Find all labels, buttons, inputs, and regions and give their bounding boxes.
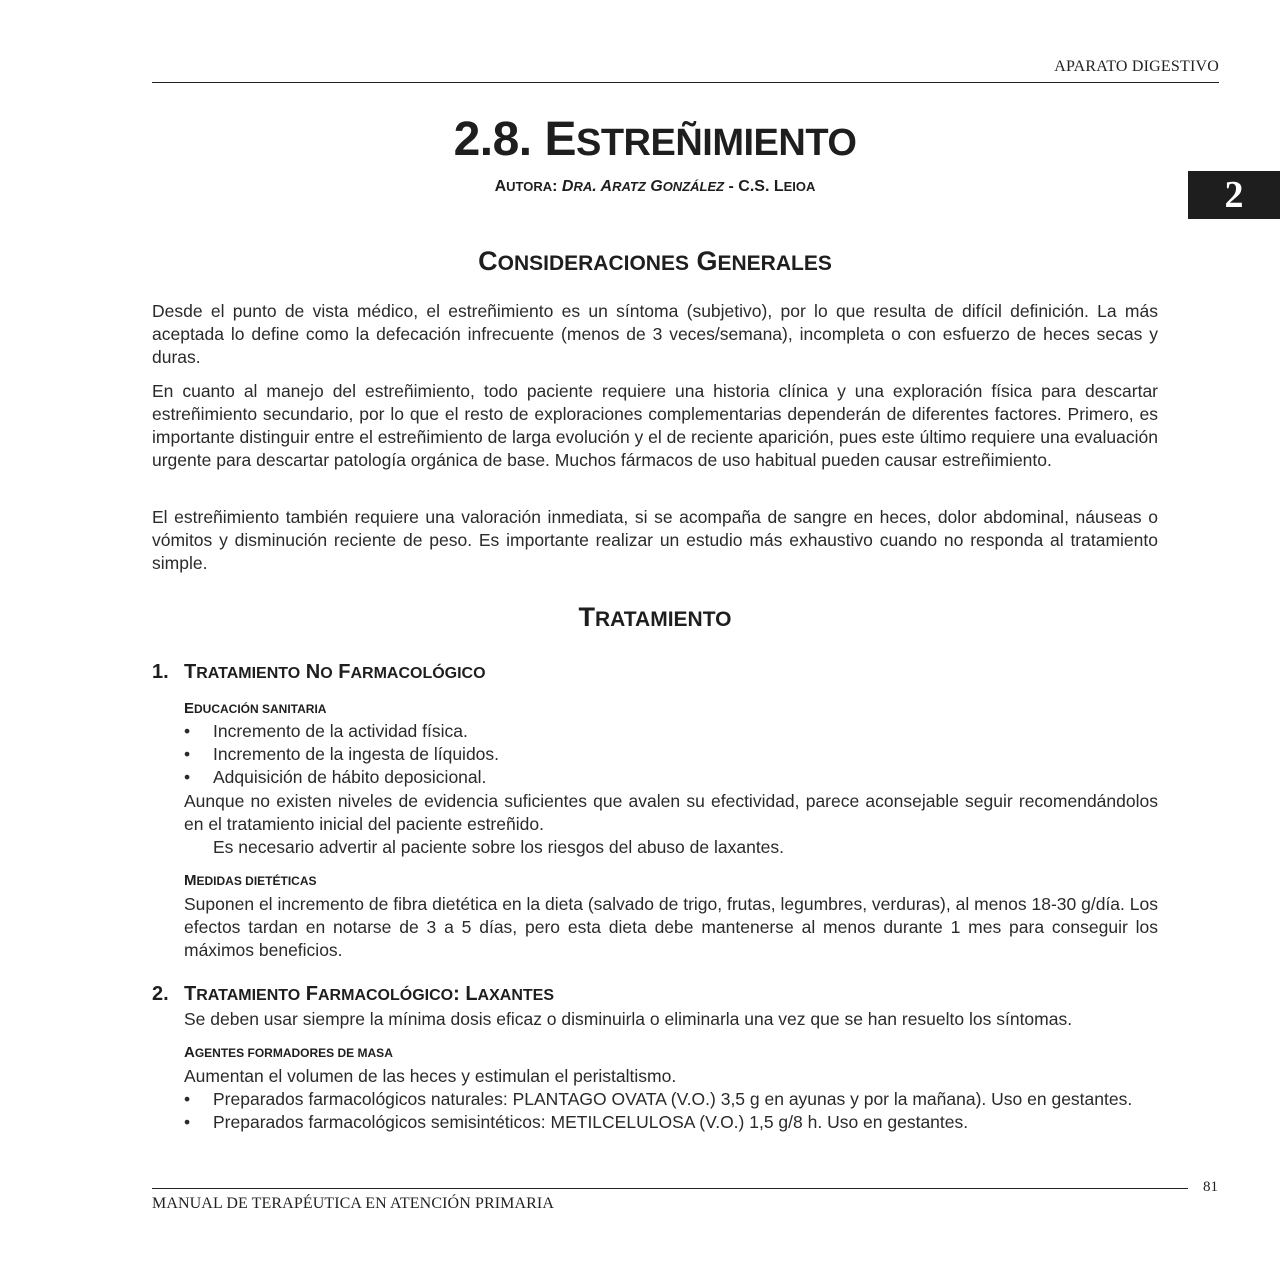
list-item bbox=[184, 743, 1158, 766]
list-item bbox=[184, 1088, 1158, 1111]
item1-h3: N bbox=[300, 661, 321, 683]
paragraph-1: Desde el punto de vista médico, el estreñimiento es un síntoma (subjetivo), por lo que resulta de difícil definición. La más aceptada lo define como la defecación infrecuente (menos de 3 veces/semana), incompleta o con esfuerzo de heces secas y duras. bbox=[152, 301, 1158, 367]
author-name-4: RATZ bbox=[612, 179, 646, 194]
section-heading-tratamiento bbox=[152, 602, 1158, 633]
section2-h2: RATAMIENTO bbox=[595, 608, 732, 631]
section1-h3: G bbox=[688, 246, 718, 276]
subheading-agentes-formadores bbox=[184, 1044, 393, 1061]
bullet-icon: • bbox=[184, 721, 191, 741]
author-label-b: UTORA bbox=[506, 179, 553, 194]
sub1-h2: DUCACIÓN SANITARIA bbox=[194, 702, 327, 716]
manual-title: MANUAL DE TERAPÉUTICA EN ATENCIÓN PRIMARIA bbox=[152, 1195, 554, 1212]
section1-h1: C bbox=[478, 246, 498, 276]
item2-number: 2. bbox=[152, 983, 169, 1005]
laxantes-intro: Se deben usar siempre la mínima dosis eficaz o disminuirla o eliminarla una vez que se han resuelto los síntomas. bbox=[184, 1009, 1073, 1029]
author-name-2: RA bbox=[573, 179, 593, 194]
section1-h2: ONSIDERACIONES bbox=[497, 252, 689, 275]
sub3-h2: GENTES FORMADORES DE MASA bbox=[194, 1046, 393, 1060]
item2-h4: ARMACOLÓGICO bbox=[318, 987, 454, 1004]
header-rule bbox=[152, 82, 1219, 83]
author-name-1: D bbox=[561, 178, 574, 195]
item2-h3: F bbox=[300, 983, 318, 1005]
paragraph-3: El estreñimiento también requiere una valoración inmediata, si se acompaña de sangre en heces, dolor abdominal, náuseas o vómitos y disminución reciente de peso. Es importante realizar un estudio más exhaustivo cuando no responda al tratamiento simple. bbox=[152, 507, 1158, 573]
author-line bbox=[152, 178, 1158, 196]
author-name-6: ONZÁLEZ bbox=[662, 179, 725, 194]
item1-h1: T bbox=[184, 661, 197, 683]
item2-h1: T bbox=[184, 983, 197, 1005]
title-rest: STREÑIMIENTO bbox=[575, 122, 857, 164]
chapter-tab: 2 bbox=[1188, 171, 1280, 219]
heading-no-farmacologico bbox=[152, 661, 486, 684]
agentes-bullet-list bbox=[184, 1088, 1158, 1134]
section1-h4: ENERALES bbox=[717, 252, 832, 275]
diet-paragraph: Suponen el incremento de fibra dietética en la dieta (salvado de trigo, frutas, legumbres, verduras), al menos 18-30 g/día. Los efectos tardan en notarse de 3 a 5 días, pero esta dieta debe mantenerse al menos durante 1 mes para conseguir los máximos beneficios. bbox=[184, 894, 1158, 960]
list-item bbox=[184, 720, 1158, 743]
bullet-icon: • bbox=[184, 1089, 191, 1109]
author-name-5: G bbox=[645, 178, 663, 195]
section2-h1: T bbox=[578, 602, 595, 632]
item1-h5: F bbox=[332, 661, 351, 683]
item1-h4: O bbox=[320, 665, 333, 682]
list-item-text: Adquisición de hábito deposicional. bbox=[213, 767, 487, 787]
list-item bbox=[184, 1111, 1158, 1134]
paragraph-2: En cuanto al manejo del estreñimiento, todo paciente requiere una historia clínica y una exploración física para descartar estreñimiento secundario, por lo que el resto de exploraciones complementarias dependerán de diferentes factores. Primero, es importante distinguir entre el estreñimiento de larga evolución y el de reciente aparición, pues este último requiere una evaluación urgente para descartar patología orgánica de base. Muchos fármacos de uso habitual pueden causar estreñimiento. bbox=[152, 381, 1158, 470]
bullet-icon: • bbox=[184, 744, 191, 764]
page-number: 81 bbox=[1203, 1179, 1218, 1195]
heading-farmacologico bbox=[152, 983, 554, 1006]
laxative-warning: Es necesario advertir al paciente sobre los riesgos del abuso de laxantes. bbox=[213, 837, 785, 857]
sub3-h1: A bbox=[184, 1044, 195, 1061]
running-head-section: APARATO DIGESTIVO bbox=[1054, 58, 1219, 75]
education-bullet-list bbox=[184, 720, 1158, 789]
page-title bbox=[152, 112, 1158, 167]
author-name-3: . A bbox=[592, 178, 613, 195]
agentes-paragraph: Aumentan el volumen de las heces y estimulan el peristaltismo. bbox=[184, 1066, 677, 1086]
list-item-text: Incremento de la actividad física. bbox=[213, 721, 468, 741]
item1-h2: RATAMIENTO bbox=[196, 665, 301, 682]
author-center-2: EIOA bbox=[783, 179, 816, 194]
item2-h2: RATAMIENTO bbox=[196, 987, 301, 1004]
list-item-text: Preparados farmacológicos semisintéticos: METILCELULOSA (V.O.) 1,5 g/8 h. Uso en gestantes. bbox=[213, 1112, 969, 1132]
education-paragraph: Aunque no existen niveles de evidencia suficientes que avalen su efectividad, parece aconsejable seguir recomendándolos en el tratamiento inicial del paciente estreñido. bbox=[184, 791, 1158, 834]
bullet-icon: • bbox=[184, 767, 191, 787]
author-label-a: A bbox=[494, 178, 507, 195]
author-center-1: - C.S. L bbox=[724, 178, 784, 195]
author-label-c: : bbox=[552, 178, 562, 195]
title-number: 2.8. E bbox=[453, 113, 576, 166]
list-item-text: Incremento de la ingesta de líquidos. bbox=[213, 744, 500, 764]
subheading-medidas-dieteticas bbox=[184, 872, 317, 889]
item2-h5: : L bbox=[453, 983, 478, 1005]
bullet-icon: • bbox=[184, 1112, 191, 1132]
section-heading-consideraciones bbox=[152, 246, 1158, 277]
item1-h6: ARMACOLÓGICO bbox=[350, 665, 486, 682]
footer-rule bbox=[152, 1188, 1188, 1189]
sub1-h1: E bbox=[184, 700, 195, 717]
sub2-h2: EDIDAS DIETÉTICAS bbox=[196, 874, 317, 888]
item2-h6: AXANTES bbox=[477, 987, 554, 1004]
sub2-h1: M bbox=[184, 872, 197, 889]
subheading-educacion-sanitaria bbox=[184, 700, 326, 717]
list-item-text: Preparados farmacológicos naturales: PLANTAGO OVATA (V.O.) 3,5 g en ayunas y por la mañana). Uso en gestantes. bbox=[213, 1089, 1133, 1109]
item1-number: 1. bbox=[152, 661, 169, 683]
list-item bbox=[184, 766, 1158, 789]
